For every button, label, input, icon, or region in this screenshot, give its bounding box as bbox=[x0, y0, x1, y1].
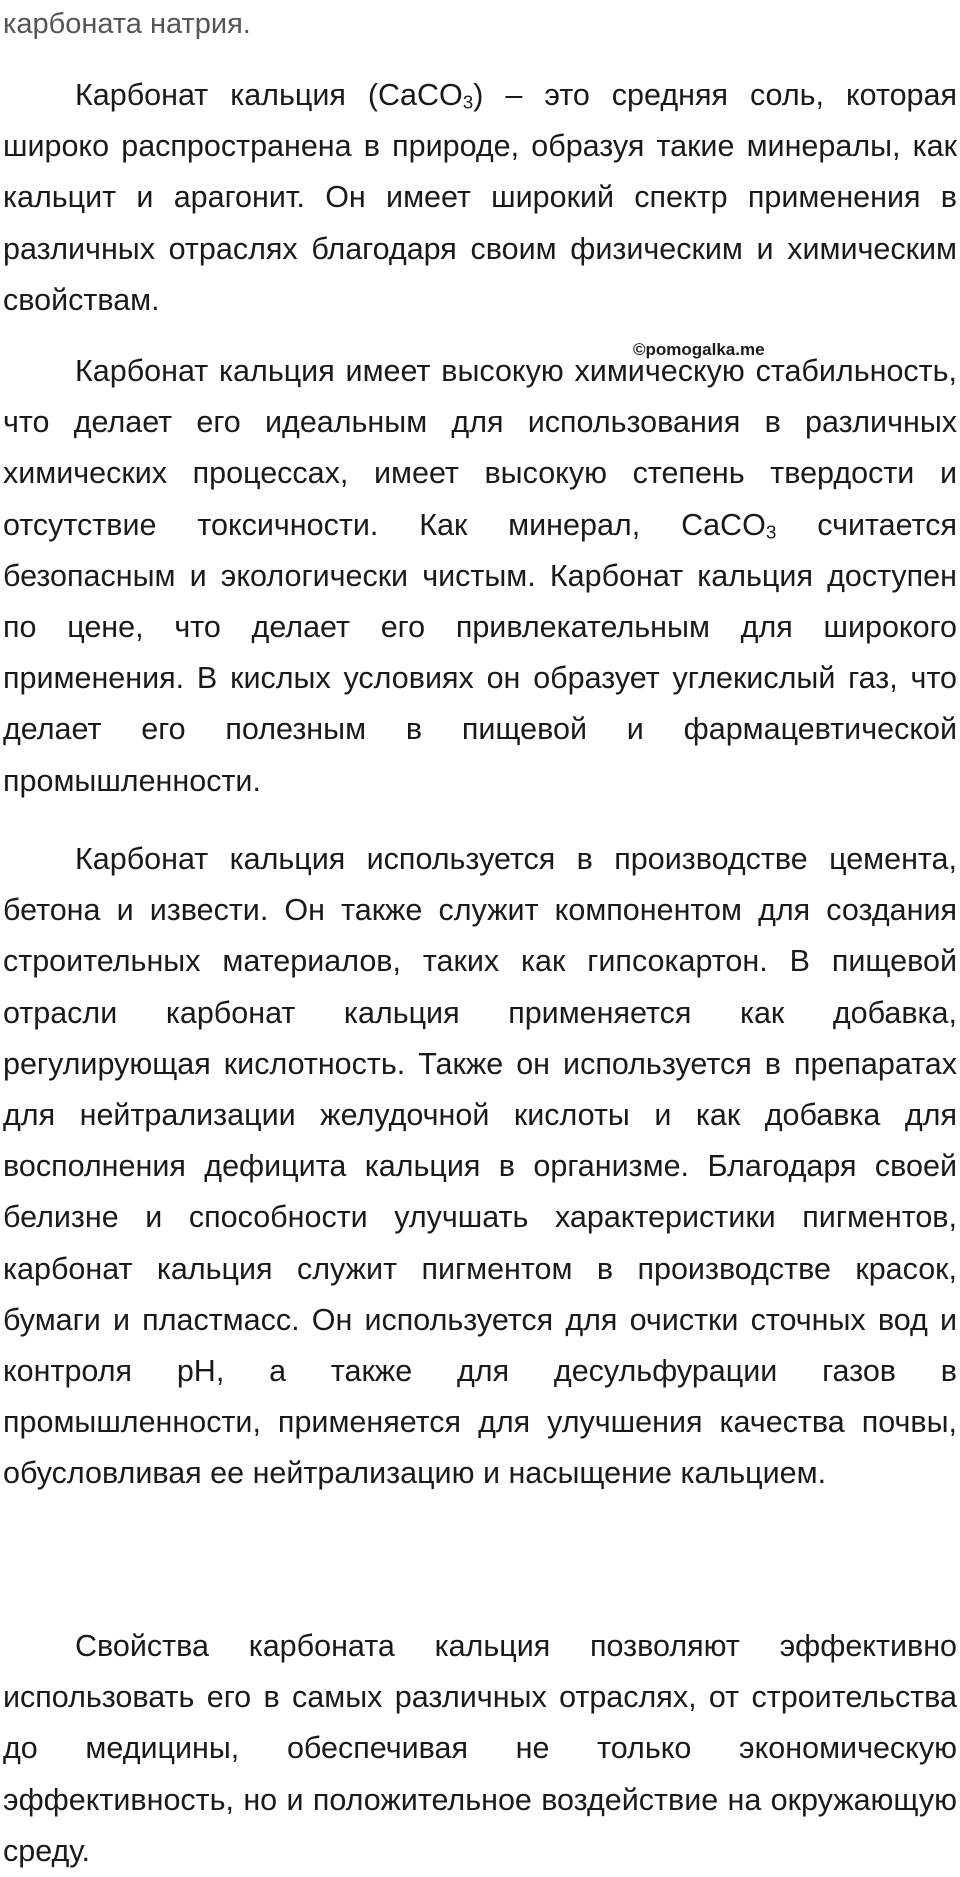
subscript: 3 bbox=[462, 92, 474, 114]
subscript: 3 bbox=[765, 522, 777, 543]
paragraph-text: считается безопасным и экологически чистым. Карбонат кальция доступен по цене, что делает его привлекательным для широкого применения. В кислых условиях он образует углекислый газ, что делает его полезным в пищевой и фармацевтической промышленности. bbox=[3, 507, 957, 798]
top-text-fragment: карбоната натрия. bbox=[3, 8, 251, 40]
paragraph-conclusion: Свойства карбоната кальция позволяют эффективно использовать его в самых различных отраслях, от строительства до медицины, обеспечивая не только экономическую эффективность, но и положительное воздействие на окружающую среду. bbox=[3, 1629, 957, 1868]
paragraph-calcium-carbonate-intro bbox=[3, 70, 957, 326]
paragraph-applications: Карбонат кальция используется в производстве цемента, бетона и извести. Он также служит компонентом для создания строительных материалов, таких как гипсокартон. В пищевой отрасли карбонат кальция применяется как добавка, регулирующая кислотность. Также он используется в препаратах для нейтрализации желудочной кислоты и как добавка для восполнения дефицита кальция в организме. Благодаря своей белизне и способности улучшать характеристики пигментов, карбонат кальция служит пигментом в производстве красок, бумаги и пластмасс. Он используется для очистки сточных вод и контроля pH, а также для десульфурации газов в промышленности, применяется для улучшения качества почвы, обусловливая ее нейтрализацию и насыщение кальцием. bbox=[3, 842, 957, 1491]
paragraph-text: ) – это средняя соль, которая широко распространена в природе, образуя такие минералы, как кальцит и арагонит. Он имеет широкий спектр применения в различных отраслях благодаря своим физическим и химическим свойствам. bbox=[3, 78, 957, 317]
paragraph-text: Карбонат кальция (CaCO bbox=[75, 78, 463, 112]
watermark: ©pomogalka.me bbox=[633, 340, 765, 359]
paragraph-properties bbox=[3, 346, 957, 807]
paragraph-text: Карбонат кальция имеет высокую химическую стабильность, что делает его идеальным для использования в различных химических процессах, имеет высокую степень твердости и отсутствие токсичности. Как минерал, CaCO bbox=[3, 354, 957, 542]
